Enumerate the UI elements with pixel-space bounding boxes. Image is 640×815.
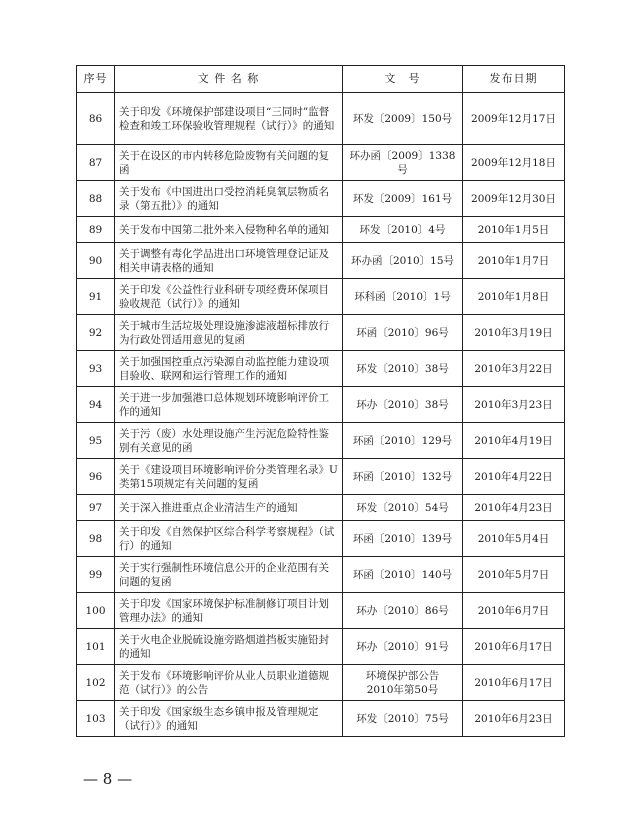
row-document-name: 关于印发《公益性行业科研专项经费环保项目验收规范（试行）》的通知	[115, 279, 343, 315]
row-publish-date: 2009年12月30日	[463, 181, 565, 217]
table-row	[77, 243, 565, 279]
header-publish-date: 发布日期	[463, 66, 565, 93]
row-document-name: 关于印发《国家环境保护标准制修订项目计划管理办法》的通知	[115, 593, 343, 629]
row-document-number: 环发〔2010〕4号	[343, 217, 463, 243]
row-publish-date: 2010年3月23日	[463, 387, 565, 423]
row-serial-number: 102	[77, 665, 115, 701]
row-document-name: 关于发布中国第二批外来入侵物种名单的通知	[115, 217, 343, 243]
row-serial-number: 98	[77, 521, 115, 557]
row-publish-date: 2010年3月22日	[463, 351, 565, 387]
header-document-name: 文 件 名 称	[115, 66, 343, 93]
row-publish-date: 2009年12月17日	[463, 93, 565, 145]
row-document-number: 环发〔2010〕75号	[343, 701, 463, 737]
table-row	[77, 495, 565, 521]
table-header-row	[77, 66, 565, 93]
row-document-number: 环函〔2010〕132号	[343, 459, 463, 495]
row-document-name: 关于印发《自然保护区综合科学考察规程》（试行）的通知	[115, 521, 343, 557]
row-serial-number: 99	[77, 557, 115, 593]
row-document-number: 环函〔2010〕96号	[343, 315, 463, 351]
table-row	[77, 387, 565, 423]
row-serial-number: 97	[77, 495, 115, 521]
row-document-number: 环办函〔2009〕1338号	[343, 145, 463, 181]
row-document-number: 环函〔2010〕129号	[343, 423, 463, 459]
table-row	[77, 93, 565, 145]
row-publish-date: 2009年12月18日	[463, 145, 565, 181]
table-row	[77, 145, 565, 181]
document-list-table	[76, 65, 565, 737]
header-serial-number: 序号	[77, 66, 115, 93]
row-publish-date: 2010年6月17日	[463, 665, 565, 701]
table-row	[77, 351, 565, 387]
header-document-number: 文 号	[343, 66, 463, 93]
table-row	[77, 459, 565, 495]
row-document-name: 关于进一步加强港口总体规划环境影响评价工作的通知	[115, 387, 343, 423]
table-row	[77, 217, 565, 243]
row-serial-number: 103	[77, 701, 115, 737]
row-serial-number: 93	[77, 351, 115, 387]
row-serial-number: 92	[77, 315, 115, 351]
row-document-name: 关于发布《环境影响评价从业人员职业道德规范（试行）》的公告	[115, 665, 343, 701]
row-serial-number: 90	[77, 243, 115, 279]
row-document-number: 环办函〔2010〕15号	[343, 243, 463, 279]
row-document-name: 关于《建设项目环境影响评价分类管理名录》U类第15项规定有关问题的复函	[115, 459, 343, 495]
table-row	[77, 423, 565, 459]
row-serial-number: 96	[77, 459, 115, 495]
table-row	[77, 181, 565, 217]
table-row	[77, 315, 565, 351]
row-publish-date: 2010年6月7日	[463, 593, 565, 629]
row-document-name: 关于城市生活垃圾处理设施渗滤液超标排放行为行政处罚适用意见的复函	[115, 315, 343, 351]
row-document-number: 环发〔2010〕38号	[343, 351, 463, 387]
row-serial-number: 101	[77, 629, 115, 665]
row-publish-date: 2010年4月22日	[463, 459, 565, 495]
table-row	[77, 521, 565, 557]
row-publish-date: 2010年5月4日	[463, 521, 565, 557]
page-number: — 8 —	[83, 770, 133, 788]
row-document-name: 关于加强国控重点污染源自动监控能力建设项目验收、联网和运行管理工作的通知	[115, 351, 343, 387]
row-document-name: 关于发布《中国进出口受控消耗臭氧层物质名录（第五批）》的通知	[115, 181, 343, 217]
row-document-name: 关于调整有毒化学品进出口环境管理登记证及相关申请表格的通知	[115, 243, 343, 279]
row-document-number: 环函〔2010〕140号	[343, 557, 463, 593]
table-row	[77, 629, 565, 665]
row-document-name: 关于印发《环境保护部建设项目“三同时”监督检查和竣工环保验收管理规程（试行）》的通知	[115, 93, 343, 145]
table-row	[77, 665, 565, 701]
table-row	[77, 557, 565, 593]
row-serial-number: 95	[77, 423, 115, 459]
row-document-number: 环境保护部公告 2010年第50号	[343, 665, 463, 701]
row-document-name: 关于深入推进重点企业清洁生产的通知	[115, 495, 343, 521]
row-publish-date: 2010年5月7日	[463, 557, 565, 593]
row-document-number: 环科函〔2010〕1号	[343, 279, 463, 315]
row-serial-number: 88	[77, 181, 115, 217]
table-row	[77, 593, 565, 629]
row-publish-date: 2010年1月5日	[463, 217, 565, 243]
row-publish-date: 2010年1月8日	[463, 279, 565, 315]
row-document-number: 环办〔2010〕91号	[343, 629, 463, 665]
row-publish-date: 2010年4月19日	[463, 423, 565, 459]
row-document-number: 环函〔2010〕139号	[343, 521, 463, 557]
table-row	[77, 279, 565, 315]
row-document-name: 关于在设区的市内转移危险废物有关问题的复函	[115, 145, 343, 181]
row-serial-number: 94	[77, 387, 115, 423]
row-publish-date: 2010年3月19日	[463, 315, 565, 351]
row-publish-date: 2010年6月23日	[463, 701, 565, 737]
row-serial-number: 86	[77, 93, 115, 145]
row-serial-number: 89	[77, 217, 115, 243]
table-row	[77, 701, 565, 737]
row-serial-number: 100	[77, 593, 115, 629]
row-document-name: 关于污（废）水处理设施产生污泥危险特性鉴别有关意见的函	[115, 423, 343, 459]
row-publish-date: 2010年4月23日	[463, 495, 565, 521]
row-document-number: 环办〔2010〕86号	[343, 593, 463, 629]
row-publish-date: 2010年1月7日	[463, 243, 565, 279]
row-document-name: 关于印发《国家级生态乡镇申报及管理规定（试行）》的通知	[115, 701, 343, 737]
row-document-number: 环发〔2010〕54号	[343, 495, 463, 521]
row-document-name: 关于火电企业脱硫设施旁路烟道挡板实施铅封的通知	[115, 629, 343, 665]
row-document-number: 环发〔2009〕161号	[343, 181, 463, 217]
row-document-number: 环发〔2009〕150号	[343, 93, 463, 145]
row-document-name: 关于实行强制性环境信息公开的企业范围有关问题的复函	[115, 557, 343, 593]
row-serial-number: 91	[77, 279, 115, 315]
row-serial-number: 87	[77, 145, 115, 181]
row-document-number: 环办〔2010〕38号	[343, 387, 463, 423]
row-publish-date: 2010年6月17日	[463, 629, 565, 665]
